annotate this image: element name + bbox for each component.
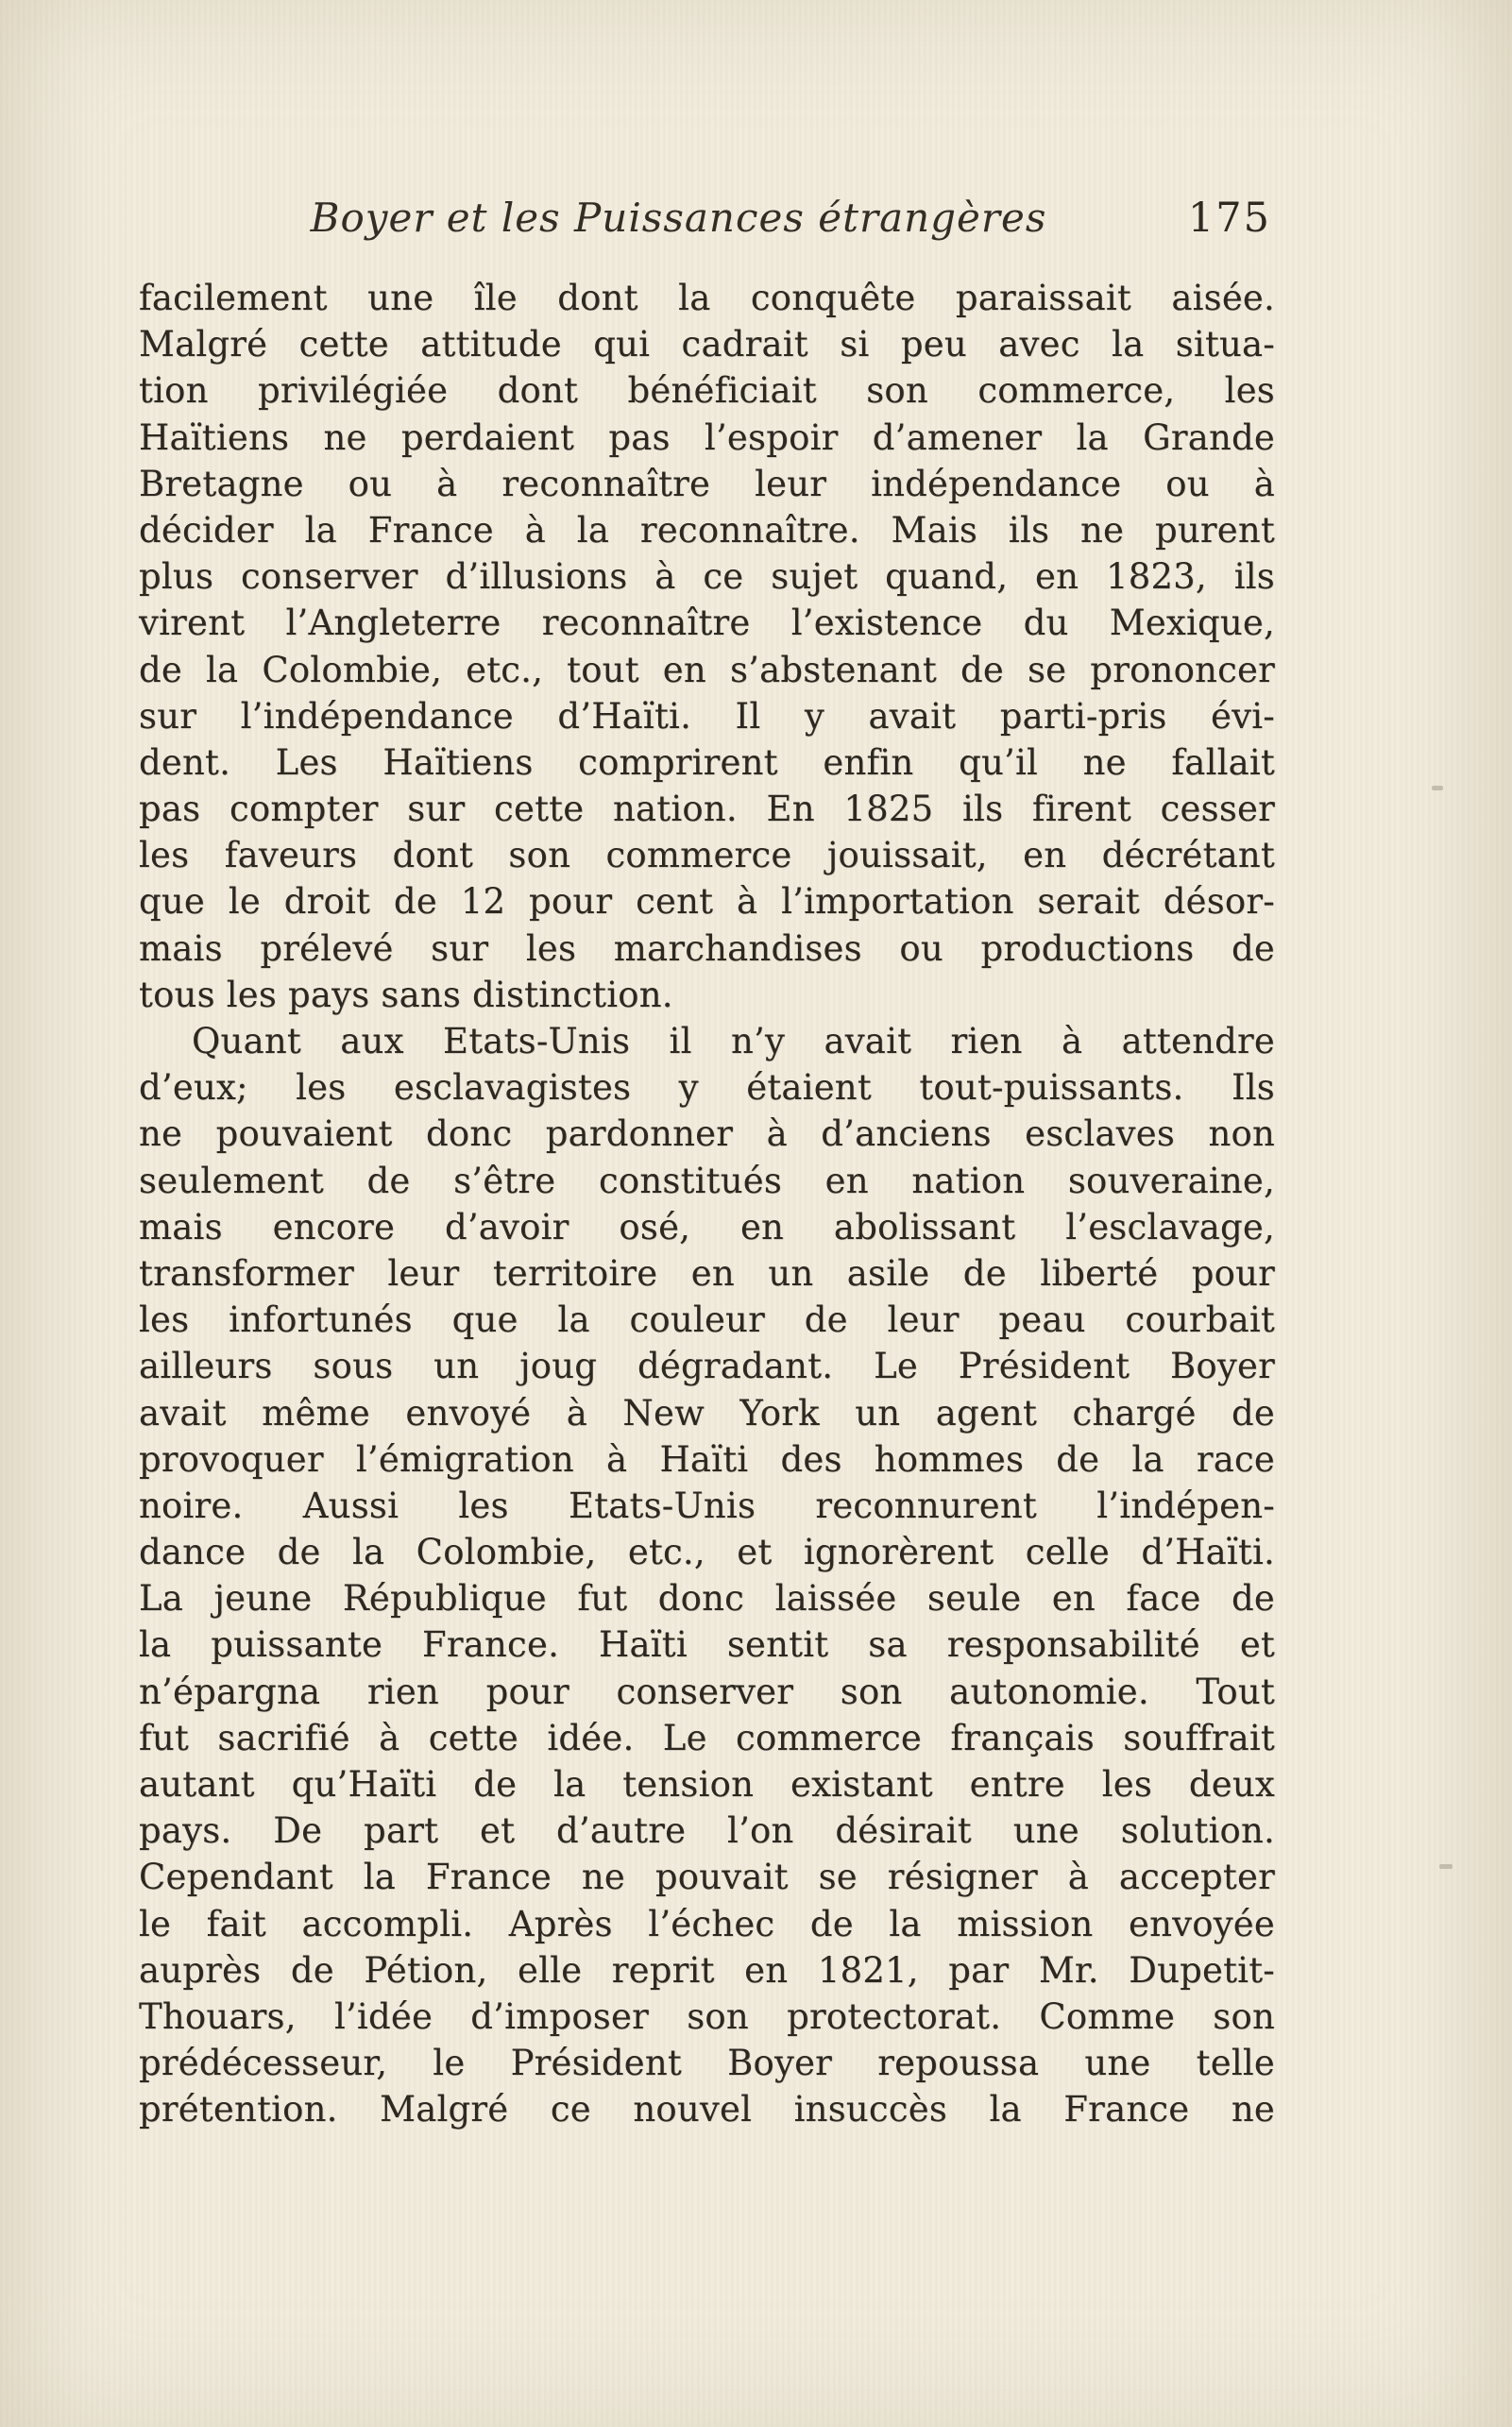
text-line: auprès de Pétion, elle reprit en 1821, par Mr. Dupetit- [139,1949,1275,1991]
text-line: dance de la Colombie, etc., et ignorèrent celle d’Haïti. [139,1532,1275,1573]
text-line: prétention. Malgré ce nouvel insuccès la France ne [139,2089,1275,2130]
text-line: la puissante France. Haïti sentit sa responsabilité et [139,1624,1275,1666]
text-line: prédécesseur, le Président Boyer repoussa une telle [139,2043,1275,2084]
text-line: pays. De part et d’autre l’on désirait une solution. [139,1810,1275,1852]
text-line: le fait accompli. Après l’échec de la mission envoyée [139,1903,1275,1944]
text-line: avait même envoyé à New York un agent chargé de [139,1392,1275,1434]
text-line: n’épargna rien pour conserver son autonomie. Tout [139,1671,1275,1712]
text-line: d’eux; les esclavagistes y étaient tout-puissants. Ils [139,1067,1275,1109]
text-line: pas compter sur cette nation. En 1825 ils firent cesser [139,789,1275,830]
text-line: facilement une île dont la conquête paraissait aisée. [139,278,1275,318]
text-line: que le droit de 12 pour cent à l’importation serait désor- [139,881,1275,923]
text-line: Thouars, l’idée d’imposer son protectorat. Comme son [139,1995,1275,2037]
text-line: mais encore d’avoir osé, en abolissant l’esclavage, [139,1206,1275,1247]
text-line: autant qu’Haïti de la tension existant entre les deux [139,1764,1275,1805]
page-number: 175 [1187,195,1271,242]
text-line: Quant aux Etats-Unis il n’y avait rien à attendre [192,1021,1275,1061]
text-line: mais prélevé sur les marchandises ou productions de [139,927,1275,969]
text-line: décider la France à la reconnaître. Mais ils ne purent [139,509,1275,551]
text-line: noire. Aussi les Etats-Unis reconnurent l’indépen- [139,1485,1275,1526]
text-line: ailleurs sous un joug dégradant. Le Président Boyer [139,1346,1275,1387]
text-line: de la Colombie, etc., tout en s’abstenant de se prononcer [139,649,1275,690]
text-line: dent. Les Haïtiens comprirent enfin qu’il ne fallait [139,741,1275,783]
text-line: La jeune République fut donc laissée seule en face de [139,1578,1275,1620]
text-line: tion privilégiée dont bénéficiait son commerce, les [139,370,1275,412]
page-header [139,190,1275,246]
text-line: fut sacrifié à cette idée. Le commerce français souffrait [139,1717,1275,1758]
text-line: les faveurs dont son commerce jouissait, en décrétant [139,835,1275,876]
text-line: sur l’indépendance d’Haïti. Il y avait parti-pris évi- [139,695,1275,737]
text-line: plus conserver d’illusions à ce sujet quand, en 1823, ils [139,556,1275,598]
text-line: tous les pays sans distinction. [139,974,673,1015]
text-line: Bretagne ou à reconnaître leur indépendance ou à [139,463,1275,504]
scan-artifact-speck [1432,786,1443,790]
text-line: Malgré cette attitude qui cadrait si peu avec la situa- [139,324,1275,365]
scan-artifact-speck [1439,1864,1453,1869]
text-line: transformer leur territoire en un asile de liberté pour [139,1252,1275,1294]
text-line: Haïtiens ne perdaient pas l’espoir d’amener la Grande [139,416,1275,458]
text-line: les infortunés que la couleur de leur peau courbait [139,1299,1275,1341]
text-line: provoquer l’émigration à Haïti des hommes de la race [139,1438,1275,1480]
text-line: seulement de s’être constitués en nation souveraine, [139,1160,1275,1201]
text-line: ne pouvaient donc pardonner à d’anciens esclaves non [139,1113,1275,1155]
running-title: Boyer et les Puissances étrangères [310,195,1047,241]
body-text [139,275,1275,2133]
text-line: virent l’Angleterre reconnaître l’existence du Mexique, [139,603,1275,644]
text-line: Cependant la France ne pouvait se résigner à accepter [139,1857,1275,1898]
